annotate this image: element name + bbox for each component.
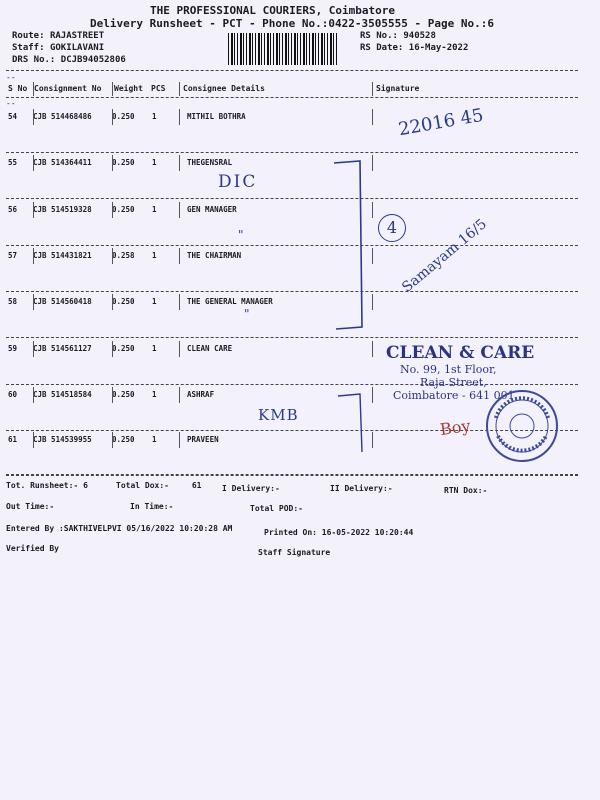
cell-consignee: THEGENSRAL xyxy=(187,158,233,167)
col-sep xyxy=(112,432,113,448)
col-sep xyxy=(179,82,180,96)
col-sep xyxy=(372,109,373,125)
handwritten-initials: KMB xyxy=(258,406,299,424)
cell-pcs: 1 xyxy=(152,344,157,353)
handwritten-circled-number: 4 xyxy=(378,214,406,242)
stamp-address-line: Coimbatore - 641 001 xyxy=(393,389,515,402)
handwritten-initials: DIC xyxy=(218,172,258,192)
total-pod: Total POD:- xyxy=(250,504,303,513)
cell-consignee: THE CHAIRMAN xyxy=(187,251,242,260)
drs-value: DCJB94052806 xyxy=(60,55,126,65)
divider xyxy=(6,97,578,98)
col-sep xyxy=(372,341,373,357)
cell-sno: 54 xyxy=(8,112,18,121)
total-dox xyxy=(116,481,201,490)
col-sep xyxy=(179,341,180,357)
col-sep xyxy=(33,294,34,310)
cell-consignee: ASHRAF xyxy=(187,390,215,399)
dash-mark: -- xyxy=(6,73,16,82)
col-sep xyxy=(33,248,34,264)
cell-weight: 0.250 xyxy=(112,435,135,444)
bracket-mark xyxy=(330,155,370,335)
ditto-mark: " xyxy=(238,228,244,242)
cell-sno: 58 xyxy=(8,297,18,306)
row-divider xyxy=(6,337,578,338)
col-sep xyxy=(179,155,180,171)
col-sep xyxy=(112,82,113,96)
cell-weight: 0.250 xyxy=(112,158,135,167)
rs-no-value: 940528 xyxy=(403,31,436,41)
rs-no-row xyxy=(360,31,436,41)
col-sno: S No xyxy=(8,84,28,93)
route-value: RAJASTREET xyxy=(49,31,105,41)
col-signature: Signature xyxy=(376,84,420,93)
col-sep xyxy=(112,387,113,403)
cell-sno: 59 xyxy=(8,344,18,353)
col-weight: Weight xyxy=(114,84,143,93)
cell-consignment: CJB 514364411 xyxy=(33,158,92,167)
route-row xyxy=(12,31,104,41)
divider xyxy=(6,70,578,71)
row-divider xyxy=(6,152,578,153)
col-consignee: Consignee Details xyxy=(183,84,265,93)
rtn-dox: RTN Dox:- xyxy=(444,486,488,495)
cell-consignment: CJB 514561127 xyxy=(33,344,92,353)
cell-pcs: 1 xyxy=(152,390,157,399)
cell-pcs: 1 xyxy=(152,297,157,306)
tot-runsheet: Tot. Runsheet:- 6 xyxy=(6,481,88,490)
total-dox-label: Total Dox:- xyxy=(116,481,169,490)
staff-label: Staff: xyxy=(12,43,45,53)
ii-delivery: II Delivery:- xyxy=(330,484,393,493)
cell-consignment: CJB 514519328 xyxy=(33,205,92,214)
col-sep xyxy=(179,202,180,218)
col-sep xyxy=(33,341,34,357)
divider xyxy=(6,474,578,475)
i-delivery: I Delivery:- xyxy=(222,484,280,493)
cell-sno: 60 xyxy=(8,390,18,399)
col-sep xyxy=(33,82,34,96)
ditto-mark: " xyxy=(244,307,250,321)
col-consignment: Consignment No xyxy=(34,84,102,93)
cell-sno: 55 xyxy=(8,158,18,167)
total-dox-value: 61 xyxy=(191,481,202,490)
rs-date-row xyxy=(360,43,468,53)
col-sep xyxy=(372,202,373,218)
stamp-address-line: Raja Street, xyxy=(420,376,487,389)
staff-row xyxy=(12,43,104,53)
drs-row xyxy=(12,55,126,65)
drs-label: DRS No.: xyxy=(12,55,56,65)
cell-consignment: CJB 514431821 xyxy=(33,251,92,260)
row-divider xyxy=(6,245,578,246)
col-sep xyxy=(112,294,113,310)
rs-date-label: RS Date: xyxy=(360,43,404,53)
company-title: THE PROFESSIONAL COURIERS, Coimbatore xyxy=(150,4,396,17)
cell-sno: 61 xyxy=(8,435,18,444)
cell-consignee: THE GENERAL MANAGER xyxy=(187,297,273,306)
cell-pcs: 1 xyxy=(152,251,157,260)
row-divider xyxy=(6,475,578,476)
col-sep xyxy=(112,202,113,218)
col-sep xyxy=(33,432,34,448)
cell-weight: 0.250 xyxy=(112,344,135,353)
table-header xyxy=(6,84,578,96)
route-label: Route: xyxy=(12,31,45,41)
col-sep xyxy=(179,432,180,448)
cell-consignee: PRAVEEN xyxy=(187,435,219,444)
col-sep xyxy=(372,432,373,448)
cell-sno: 57 xyxy=(8,251,18,260)
col-sep xyxy=(372,82,373,96)
cell-consignee: MITHIL BOTHRA xyxy=(187,112,246,121)
cell-weight: 0.250 xyxy=(112,205,135,214)
col-sep xyxy=(112,248,113,264)
cell-consignee: GEN MANAGER xyxy=(187,205,237,214)
cell-consignee: CLEAN CARE xyxy=(187,344,233,353)
stamp-address-line: No. 99, 1st Floor, xyxy=(400,363,497,376)
runsheet-subtitle: Delivery Runsheet - PCT - Phone No.:0422-3505555 - Page No.:6 xyxy=(90,17,494,30)
row-divider xyxy=(6,384,578,385)
col-sep xyxy=(33,155,34,171)
col-sep xyxy=(179,294,180,310)
cell-pcs: 1 xyxy=(152,112,157,121)
in-time: In Time:- xyxy=(130,502,174,511)
cell-weight: 0.250 xyxy=(112,297,135,306)
cell-consignment: CJB 514560418 xyxy=(33,297,92,306)
handwritten-signature: 22016 45 xyxy=(396,104,486,141)
col-sep xyxy=(112,341,113,357)
cell-weight: 0.250 xyxy=(112,112,135,121)
col-sep xyxy=(372,387,373,403)
rs-date-value: 16-May-2022 xyxy=(408,43,469,53)
out-time: Out Time:- xyxy=(6,502,55,511)
row-divider xyxy=(6,291,578,292)
col-sep xyxy=(112,109,113,125)
handwritten-signature: Samayam 16/5 xyxy=(399,216,490,296)
row-divider xyxy=(6,198,578,199)
col-sep xyxy=(179,109,180,125)
col-sep xyxy=(372,248,373,264)
col-sep xyxy=(33,109,34,125)
company-stamp-name: CLEAN & CARE xyxy=(386,343,535,363)
col-sep xyxy=(179,248,180,264)
bracket-mark xyxy=(332,390,372,460)
col-sep xyxy=(112,155,113,171)
staff-value: GOKILAVANI xyxy=(49,43,105,53)
cell-consignment: CJB 514468486 xyxy=(33,112,92,121)
dash-mark: -- xyxy=(6,99,16,108)
round-seal-icon xyxy=(484,388,560,464)
col-sep xyxy=(179,387,180,403)
cell-weight: 0.250 xyxy=(112,390,135,399)
cell-consignment: CJB 514539955 xyxy=(33,435,92,444)
cell-pcs: 1 xyxy=(152,158,157,167)
handwritten-signature: Boy xyxy=(438,415,472,440)
col-sep xyxy=(33,202,34,218)
staff-signature: Staff Signature xyxy=(258,548,331,557)
verified-by: Verified By xyxy=(6,544,59,553)
col-sep xyxy=(372,155,373,171)
cell-pcs: 1 xyxy=(152,205,157,214)
cell-weight: 0.258 xyxy=(112,251,135,260)
printed-on: Printed On: 16-05-2022 10:20:44 xyxy=(264,528,414,537)
col-sep xyxy=(372,294,373,310)
cell-sno: 56 xyxy=(8,205,18,214)
col-sep xyxy=(33,387,34,403)
entered-by: Entered By :SAKTHIVELPVI 05/16/2022 10:20:28 AM xyxy=(6,524,233,533)
cell-consignment: CJB 514518584 xyxy=(33,390,92,399)
rs-no-label: RS No.: xyxy=(360,31,398,41)
barcode xyxy=(228,33,338,65)
cell-pcs: 1 xyxy=(152,435,157,444)
col-pcs: PCS xyxy=(151,84,166,93)
